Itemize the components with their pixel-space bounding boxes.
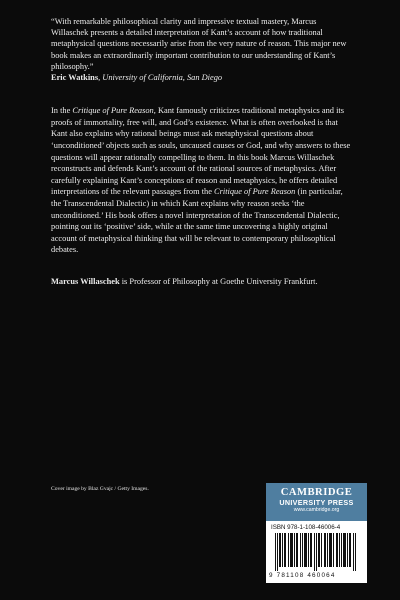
book-title-ref-2: Critique of Pure Reason [214, 187, 296, 197]
book-description: In the Critique of Pure Reason, Kant famously criticizes traditional metaphysics and its proofs of immortality, free will, and God’s existence. What is often overlooked is that Kant also explains why rational beings must ask metaphysical questions about ‘unconditioned’ objects such as souls, uncaused causes or God, and why answers to these questions will appear rationally compelling to them. In this book Marcus Willaschek reconstructs and defends Kant’s account of the rational sources of metaphysics. After carefully explaining Kant’s conceptions of reason and metaphysics, he offers detailed interpretations of the relevant passages from the Critique of Pure Reason (in particular, the Transcendental Dialectic) in which Kant explains why reason seeks ‘the unconditioned.’ His book offers a novel interpretation of the Transcendental Dialectic, pointing out its ‘positive’ side, while at the same time uncovering a highly original account of metaphysical thinking that will be relevant to contemporary philosophical debates. [51, 106, 351, 255]
barcode-panel [266, 521, 367, 583]
isbn-label: ISBN 978-1-108-46006-4 [271, 524, 341, 531]
author-bio: Marcus Willaschek is Professor of Philosophy at Goethe University Frankfurt. [51, 276, 318, 286]
author-name: Marcus Willaschek [51, 276, 120, 286]
barcode-icon [271, 533, 362, 571]
back-cover-text [51, 16, 351, 287]
publisher-url: www.cambridge.org [293, 507, 340, 513]
publisher-name: CAMBRIDGE [280, 487, 353, 498]
endorsement-quote: “With remarkable philosophical clarity and impressive textual mastery, Marcus Willaschek presents a detailed interpretation of Kant’s account of how traditional metaphysical questions necessarily arise from the very nature of reason. This major new book makes an extraordinarily important contribution to our understanding of Kant’s philosophy.” [51, 17, 347, 71]
cover-credit: Cover image by Blaz Gvajc / Getty Images. [51, 486, 149, 492]
book-title-ref: Critique of Pure Reason [72, 106, 154, 116]
endorser-affiliation: University of California, San Diego [102, 73, 223, 83]
barcode-digits: 9 781108 460064 [269, 572, 336, 579]
endorser-name: Eric Watkins [51, 73, 99, 83]
endorser: Eric Watkins, University of California, San Diego [51, 73, 223, 83]
publisher-subtitle: UNIVERSITY PRESS [279, 498, 354, 507]
publisher-logo-panel [266, 483, 367, 521]
